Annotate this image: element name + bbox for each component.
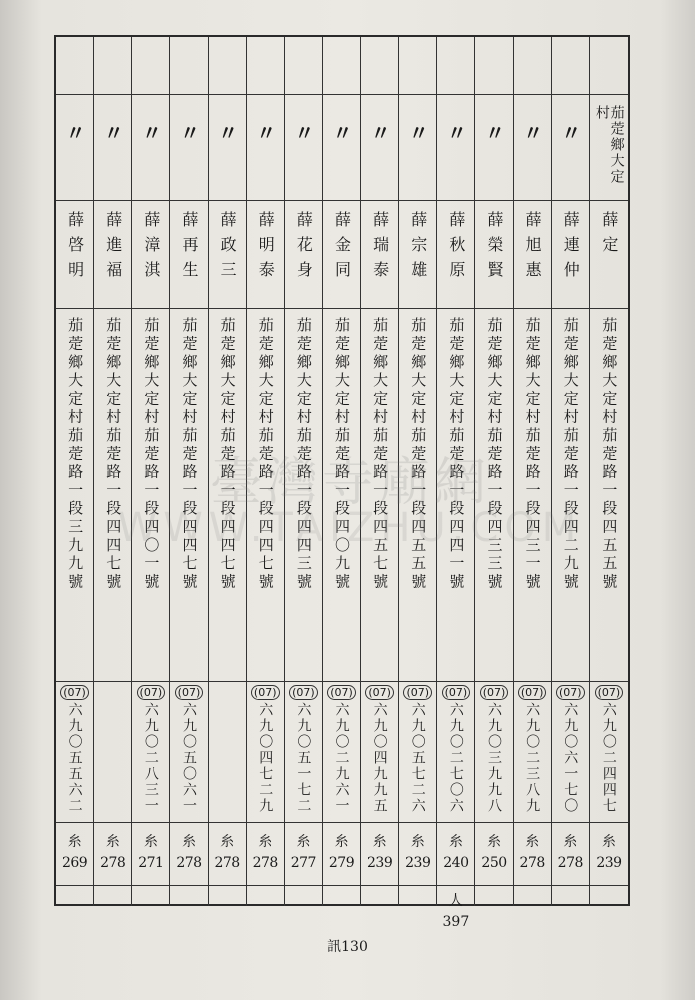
address: 茄萣鄉大定村茄萣路一段四四七號 bbox=[218, 317, 237, 592]
lineage-mark: 糸 bbox=[220, 834, 235, 850]
cell-code bbox=[323, 823, 361, 886]
area-code: (07) bbox=[175, 685, 204, 700]
lineage-mark: 糸 bbox=[181, 834, 196, 850]
phone-number: 六九〇四七二九 bbox=[257, 702, 274, 814]
cell-place bbox=[514, 95, 552, 201]
cell-blank bbox=[323, 37, 361, 95]
phone-number: 六九〇二四四七 bbox=[600, 702, 617, 814]
cell-extra bbox=[285, 886, 323, 906]
lineage-mark: 糸 bbox=[448, 834, 463, 850]
area-code: (07) bbox=[289, 685, 318, 700]
area-code: (07) bbox=[518, 685, 547, 700]
cell-blank bbox=[475, 37, 513, 95]
area-code: (07) bbox=[595, 685, 624, 700]
phone-number: 六九〇五〇六一 bbox=[180, 702, 197, 814]
cell-place bbox=[170, 95, 208, 201]
ditto-mark: 〃 bbox=[256, 121, 275, 145]
phone-number: 六九〇五五六二 bbox=[66, 702, 83, 814]
person-name: 薛政三 bbox=[218, 211, 238, 286]
cell-address bbox=[552, 309, 590, 682]
lineage-code: 278 bbox=[100, 855, 126, 871]
cell-extra bbox=[361, 886, 399, 906]
ditto-mark: 〃 bbox=[485, 121, 504, 145]
cell-extra bbox=[170, 886, 208, 906]
area-code: (07) bbox=[365, 685, 394, 700]
phone-number: 六九〇三九九八 bbox=[486, 702, 503, 814]
cell-phone bbox=[323, 682, 361, 823]
cell-place bbox=[323, 95, 361, 201]
directory-table bbox=[54, 35, 630, 930]
cell-address bbox=[247, 309, 285, 682]
cell-blank bbox=[361, 37, 399, 95]
lineage-code: 279 bbox=[328, 855, 355, 871]
cell-address bbox=[323, 309, 361, 682]
ditto-mark: 〃 bbox=[446, 121, 465, 145]
cell-phone bbox=[170, 682, 208, 823]
cell-extra bbox=[399, 886, 437, 906]
cell-code bbox=[132, 823, 170, 886]
cell-address bbox=[590, 309, 628, 682]
cell-name bbox=[170, 201, 208, 309]
lineage-mark: 糸 bbox=[410, 834, 425, 850]
cell-place bbox=[209, 95, 247, 201]
cell-extra bbox=[437, 886, 475, 930]
cell-extra bbox=[209, 886, 247, 906]
cell-place bbox=[56, 95, 94, 201]
person-name: 薛定 bbox=[599, 211, 619, 261]
place-name: 茄萣鄉大定村 bbox=[593, 105, 625, 185]
lineage-mark: 糸 bbox=[601, 834, 616, 850]
cell-phone bbox=[552, 682, 590, 823]
lineage-code: 250 bbox=[481, 855, 507, 871]
cell-phone bbox=[94, 682, 132, 823]
lineage-code: 278 bbox=[214, 855, 240, 871]
address: 茄萣鄉大定村茄萣路一段四四七號 bbox=[180, 317, 199, 592]
cell-extra bbox=[514, 886, 552, 906]
cell-phone bbox=[590, 682, 628, 823]
cell-extra bbox=[56, 886, 94, 906]
lineage-mark: 糸 bbox=[525, 834, 540, 850]
lineage-code: 277 bbox=[290, 855, 316, 871]
cell-name bbox=[399, 201, 437, 309]
person-name: 薛花身 bbox=[294, 211, 314, 286]
ditto-mark: 〃 bbox=[141, 121, 160, 145]
cell-name bbox=[361, 201, 399, 309]
person-name: 薛明泰 bbox=[256, 211, 276, 286]
cell-place bbox=[590, 95, 628, 201]
cell-phone bbox=[247, 682, 285, 823]
address: 茄萣鄉大定村茄萣路一段四二九號 bbox=[561, 317, 580, 592]
lineage-mark: 糸 bbox=[334, 834, 349, 850]
person-name: 薛宗雄 bbox=[408, 211, 428, 286]
cell-phone bbox=[132, 682, 170, 823]
cell-code bbox=[437, 823, 475, 886]
cell-address bbox=[361, 309, 399, 682]
lineage-code: 278 bbox=[176, 855, 202, 871]
cell-phone bbox=[437, 682, 475, 823]
phone-number: 六九〇六一七〇 bbox=[562, 702, 579, 814]
cell-phone bbox=[399, 682, 437, 823]
ditto-mark: 〃 bbox=[294, 121, 313, 145]
cell-name bbox=[475, 201, 513, 309]
ditto-mark: 〃 bbox=[332, 121, 351, 145]
cell-address bbox=[514, 309, 552, 682]
ditto-mark: 〃 bbox=[370, 121, 389, 145]
address: 茄萣鄉大定村茄萣路一段四四一號 bbox=[447, 317, 466, 592]
cell-address bbox=[170, 309, 208, 682]
cell-code bbox=[247, 823, 285, 886]
extra-number: 397 bbox=[442, 914, 470, 930]
cell-blank bbox=[514, 37, 552, 95]
ditto-mark: 〃 bbox=[65, 121, 84, 145]
lineage-mark: 糸 bbox=[143, 834, 158, 850]
lineage-code: 239 bbox=[367, 855, 393, 871]
lineage-mark: 糸 bbox=[372, 834, 387, 850]
lineage-code: 278 bbox=[557, 855, 583, 871]
cell-address bbox=[399, 309, 437, 682]
cell-place bbox=[247, 95, 285, 201]
lineage-code: 240 bbox=[443, 855, 469, 871]
ditto-mark: 〃 bbox=[179, 121, 198, 145]
lineage-code: 239 bbox=[596, 855, 622, 871]
cell-place bbox=[361, 95, 399, 201]
cell-name bbox=[94, 201, 132, 309]
cell-address bbox=[132, 309, 170, 682]
area-code: (07) bbox=[442, 685, 471, 700]
phone-number: 六九〇二九六一 bbox=[333, 702, 350, 814]
area-code: (07) bbox=[556, 685, 585, 700]
cell-name bbox=[132, 201, 170, 309]
cell-extra bbox=[590, 886, 628, 906]
address: 茄萣鄉大定村茄萣路一段四四七號 bbox=[104, 317, 123, 592]
address: 茄萣鄉大定村茄萣路一段四〇九號 bbox=[332, 317, 351, 592]
phone-number: 六九〇二七〇六 bbox=[447, 702, 464, 814]
cell-code bbox=[514, 823, 552, 886]
lineage-mark: 糸 bbox=[487, 834, 502, 850]
cell-name bbox=[323, 201, 361, 309]
address: 茄萣鄉大定村茄萣路一段四四七號 bbox=[256, 317, 275, 592]
cell-place bbox=[437, 95, 475, 201]
cell-code bbox=[170, 823, 208, 886]
watermark-url: WWW.TAIZHU.COM bbox=[117, 505, 583, 551]
cell-blank bbox=[247, 37, 285, 95]
person-name: 薛進福 bbox=[103, 211, 123, 286]
cell-blank bbox=[209, 37, 247, 95]
extra-label: 人 bbox=[448, 893, 463, 909]
cell-place bbox=[475, 95, 513, 201]
cell-blank bbox=[552, 37, 590, 95]
address: 茄萣鄉大定村茄萣路一段四三三號 bbox=[485, 317, 504, 592]
lineage-mark: 糸 bbox=[105, 834, 120, 850]
area-code: (07) bbox=[60, 685, 89, 700]
cell-extra bbox=[132, 886, 170, 906]
lineage-mark: 糸 bbox=[296, 834, 311, 850]
area-code: (07) bbox=[327, 685, 356, 700]
phone-number: 六九〇二八三一 bbox=[142, 702, 159, 814]
lineage-mark: 糸 bbox=[258, 834, 273, 850]
cell-code bbox=[361, 823, 399, 886]
ditto-mark: 〃 bbox=[561, 121, 580, 145]
ditto-mark: 〃 bbox=[408, 121, 427, 145]
cell-code bbox=[285, 823, 323, 886]
person-name: 薛旭惠 bbox=[523, 211, 543, 286]
cell-extra bbox=[323, 886, 361, 906]
ditto-mark: 〃 bbox=[523, 121, 542, 145]
cell-code bbox=[209, 823, 247, 886]
cell-name bbox=[56, 201, 94, 309]
cell-place bbox=[399, 95, 437, 201]
cell-address bbox=[94, 309, 132, 682]
person-name: 薛秋原 bbox=[446, 211, 466, 286]
cell-blank bbox=[94, 37, 132, 95]
area-code: (07) bbox=[251, 685, 280, 700]
cell-address bbox=[209, 309, 247, 682]
person-name: 薛瑞泰 bbox=[370, 211, 390, 286]
area-code: (07) bbox=[137, 685, 166, 700]
cell-code bbox=[56, 823, 94, 886]
area-code: (07) bbox=[403, 685, 432, 700]
lineage-code: 239 bbox=[405, 855, 431, 871]
cell-place bbox=[132, 95, 170, 201]
cell-phone bbox=[285, 682, 323, 823]
cell-blank bbox=[590, 37, 628, 95]
cell-address bbox=[475, 309, 513, 682]
person-name: 薛金同 bbox=[332, 211, 352, 286]
address: 茄萣鄉大定村茄萣路一段四〇一號 bbox=[142, 317, 161, 592]
watermark: 臺灣寺廟網 bbox=[209, 453, 490, 513]
cell-name bbox=[247, 201, 285, 309]
page-number: 訊130 bbox=[327, 939, 368, 955]
cell-blank bbox=[56, 37, 94, 95]
address: 茄萣鄉大定村茄萣路一段四三一號 bbox=[523, 317, 542, 592]
phone-number: 六九〇四九九五 bbox=[371, 702, 388, 814]
area-code: (07) bbox=[480, 685, 509, 700]
cell-blank bbox=[285, 37, 323, 95]
cell-address bbox=[56, 309, 94, 682]
lineage-mark: 糸 bbox=[67, 834, 82, 850]
cell-name bbox=[437, 201, 475, 309]
lineage-code: 271 bbox=[138, 855, 164, 871]
cell-phone bbox=[56, 682, 94, 823]
address: 茄萣鄉大定村茄萣路一段四四三號 bbox=[294, 317, 313, 592]
cell-place bbox=[285, 95, 323, 201]
person-name: 薛漳淇 bbox=[141, 211, 161, 286]
person-name: 薛再生 bbox=[179, 211, 199, 286]
cell-code bbox=[399, 823, 437, 886]
cell-place bbox=[94, 95, 132, 201]
cell-blank bbox=[399, 37, 437, 95]
address: 茄萣鄉大定村茄萣路一段三九九號 bbox=[66, 317, 85, 592]
cell-code bbox=[94, 823, 132, 886]
lineage-code: 278 bbox=[252, 855, 278, 871]
address: 茄萣鄉大定村茄萣路一段四五五號 bbox=[600, 317, 619, 592]
cell-name bbox=[285, 201, 323, 309]
cell-name bbox=[514, 201, 552, 309]
address: 茄萣鄉大定村茄萣路一段四五五號 bbox=[409, 317, 428, 592]
person-name: 薛啓明 bbox=[65, 211, 85, 286]
cell-extra bbox=[552, 886, 590, 906]
cell-phone bbox=[514, 682, 552, 823]
lineage-code: 269 bbox=[61, 855, 88, 871]
cell-phone bbox=[209, 682, 247, 823]
lineage-code: 278 bbox=[519, 855, 545, 871]
cell-code bbox=[475, 823, 513, 886]
phone-number: 六九〇五一七二 bbox=[295, 702, 312, 814]
ditto-mark: 〃 bbox=[103, 121, 122, 145]
cell-phone bbox=[475, 682, 513, 823]
cell-code bbox=[552, 823, 590, 886]
cell-extra bbox=[475, 886, 513, 906]
cell-blank bbox=[437, 37, 475, 95]
cell-extra bbox=[247, 886, 285, 906]
cell-place bbox=[552, 95, 590, 201]
cell-address bbox=[285, 309, 323, 682]
cell-blank bbox=[170, 37, 208, 95]
person-name: 薛連仲 bbox=[561, 211, 581, 286]
phone-number: 六九〇五七二六 bbox=[409, 702, 426, 814]
person-name: 薛榮賢 bbox=[485, 211, 505, 286]
cell-address bbox=[437, 309, 475, 682]
cell-name bbox=[552, 201, 590, 309]
cell-code bbox=[590, 823, 628, 886]
ditto-mark: 〃 bbox=[218, 121, 237, 145]
cell-extra bbox=[94, 886, 132, 906]
cell-name bbox=[590, 201, 628, 309]
cell-phone bbox=[361, 682, 399, 823]
phone-number: 六九〇二三八九 bbox=[524, 702, 541, 814]
cell-blank bbox=[132, 37, 170, 95]
lineage-mark: 糸 bbox=[563, 834, 578, 850]
address: 茄萣鄉大定村茄萣路一段四五七號 bbox=[371, 317, 390, 592]
cell-name bbox=[209, 201, 247, 309]
